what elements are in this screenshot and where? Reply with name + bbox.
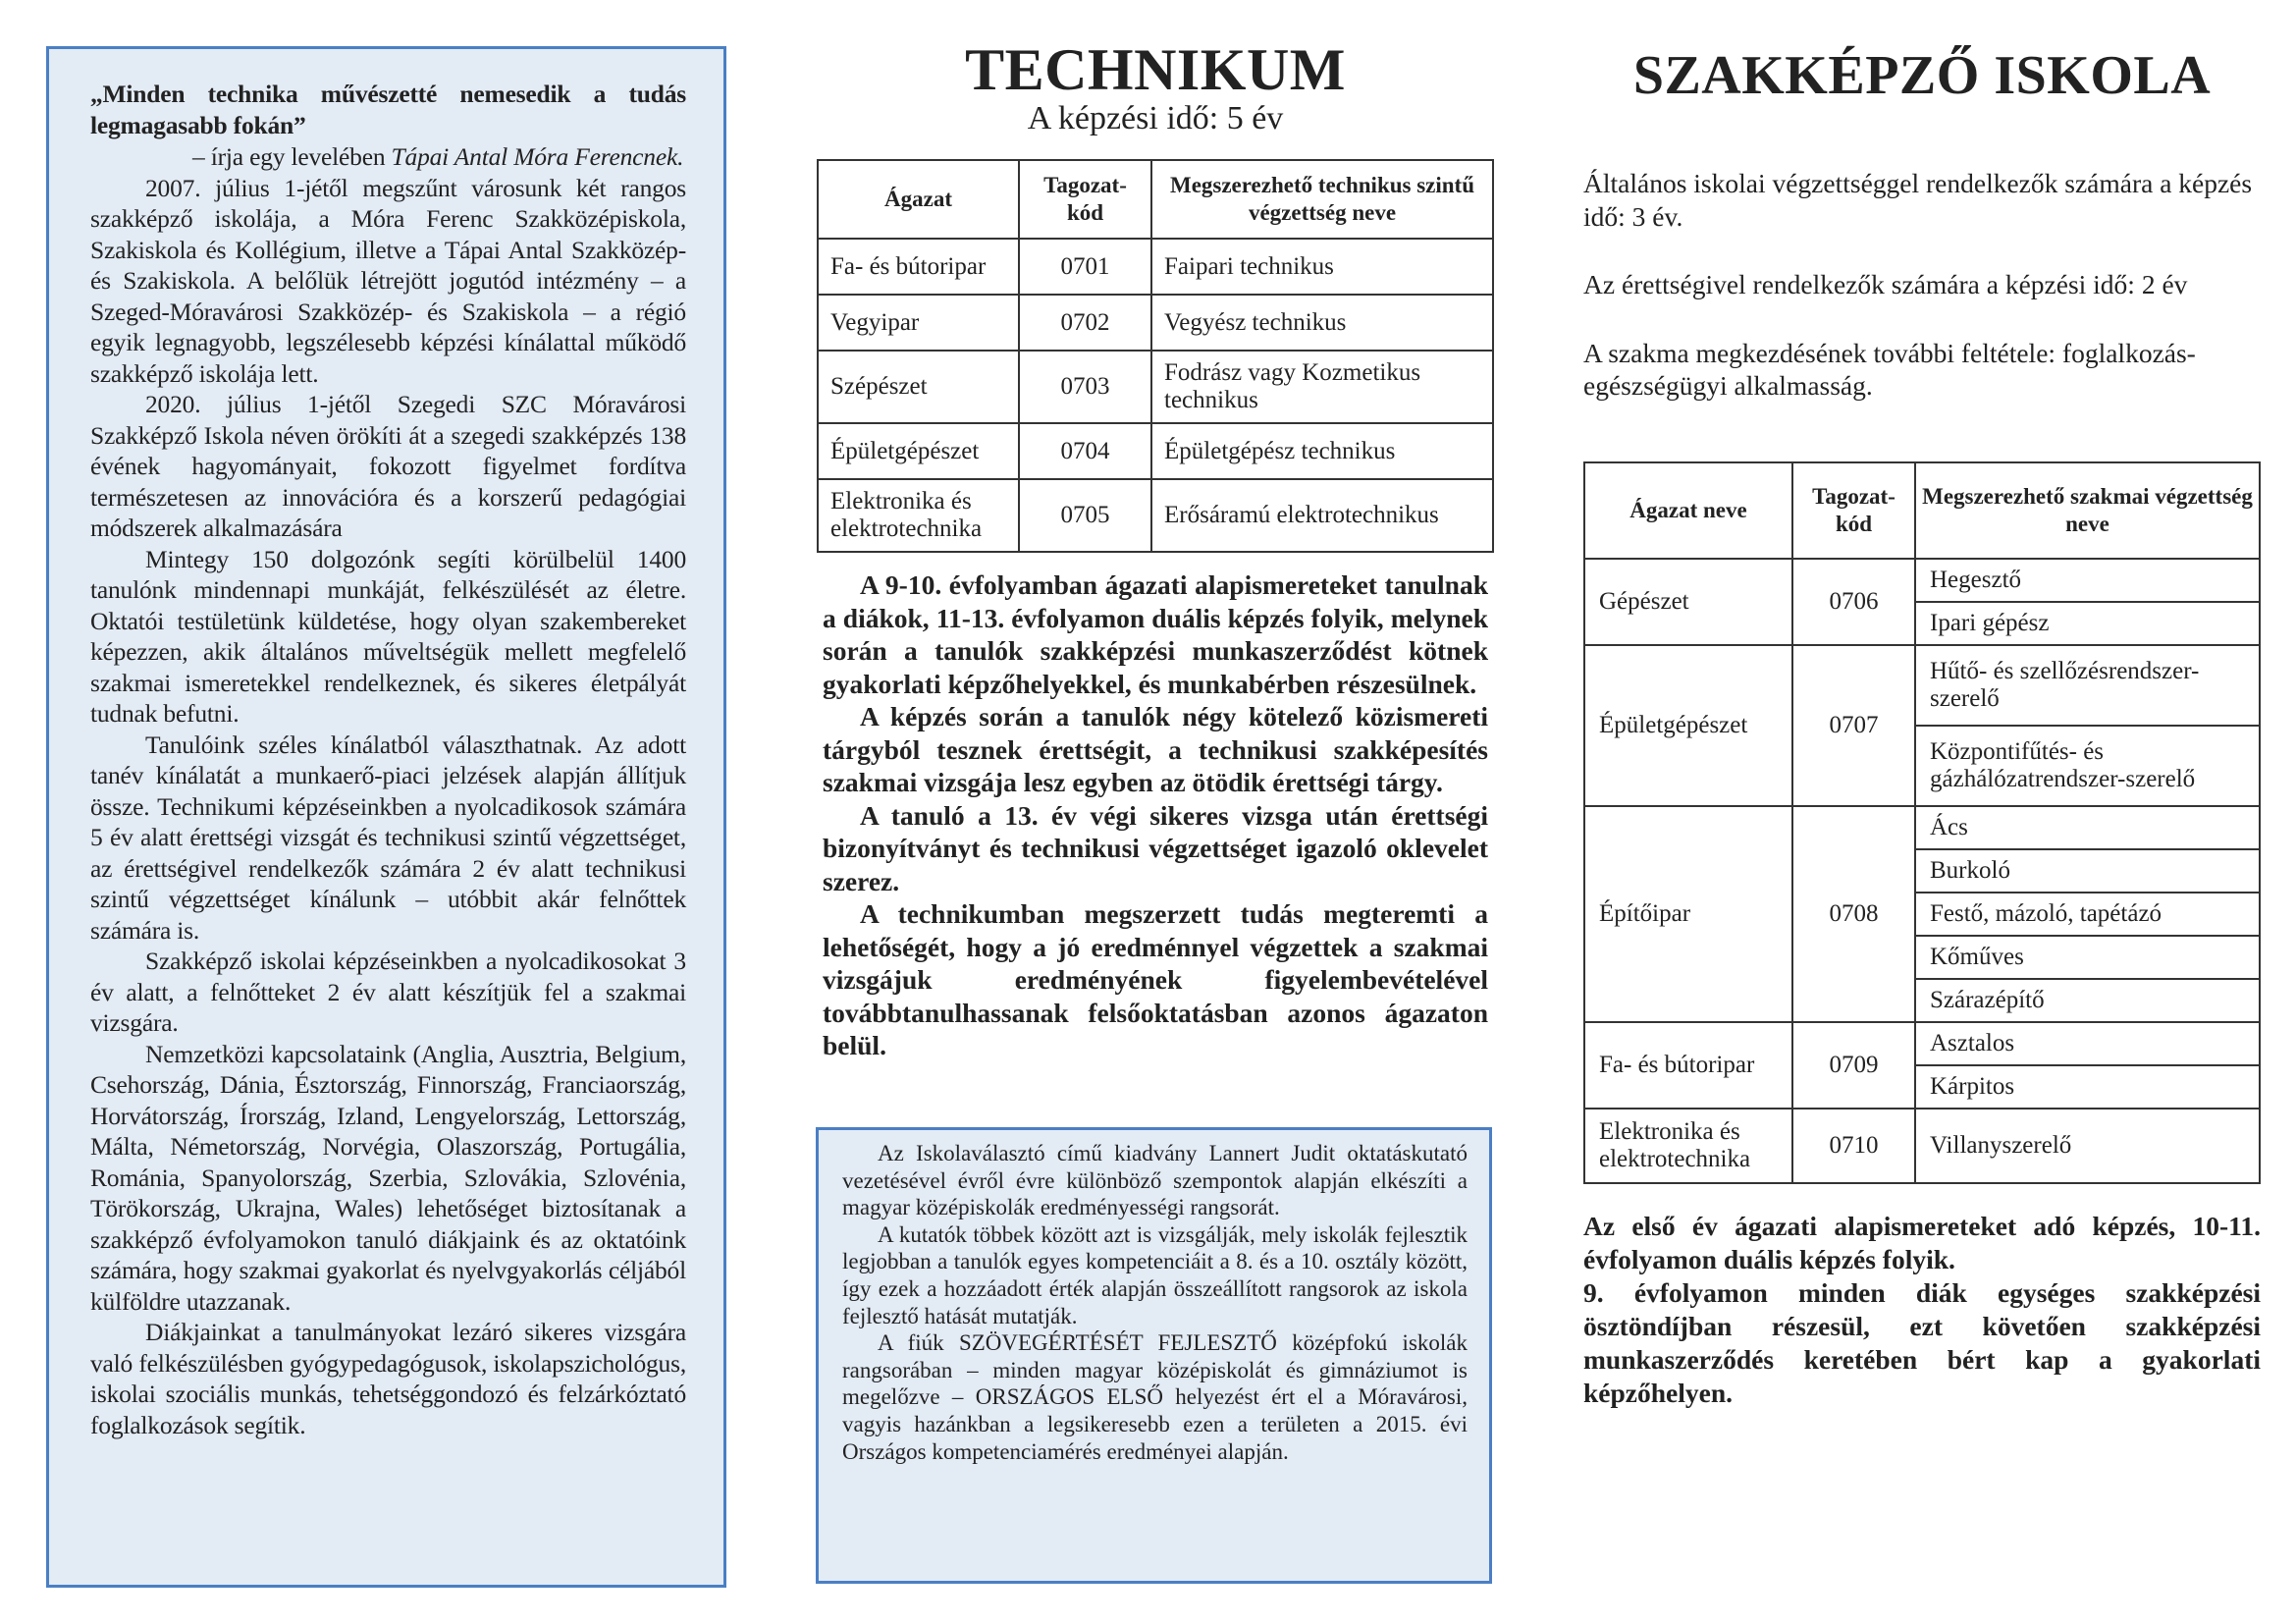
table-cell: 0710 xyxy=(1792,1109,1915,1183)
table-cell: Faipari technikus xyxy=(1151,239,1493,295)
technikum-section xyxy=(817,37,1494,1062)
table-header-row xyxy=(1584,462,2260,559)
motto-attribution: – írja egy levelében Tápai Antal Móra Ferencnek. xyxy=(192,142,684,171)
intro-line: Az érettségivel rendelkezők számára a képzési idő: 2 év xyxy=(1583,269,2188,299)
technikum-paragraph: A tanuló a 13. év végi sikeres vizsga után érettségi bizonyítványt és technikusi végzettséget igazoló oklevelet szerez. xyxy=(823,799,1488,896)
table-cell: Hűtő- és szellőzésrendszer-szerelő xyxy=(1915,645,2260,726)
table-cell: Elektronika és elektrotechnika xyxy=(818,479,1019,552)
table-cell: Kárpitos xyxy=(1915,1065,2260,1109)
ranking-paragraph: Az Iskolaválasztó című kiadvány Lannert Judit oktatáskutató vezetésével évről évre különböző szempontok alapján elkészíti a magyar középiskolák eredményességi rangsorát. xyxy=(842,1141,1468,1220)
szakkepzo-table xyxy=(1583,461,2261,1184)
table-cell: 0708 xyxy=(1792,806,1915,1022)
history-paragraph: 2020. július 1-jétől Szegedi SZC Móravárosi Szakképző Iskola néven örökíti át a szegedi szakképzés 138 évének hagyományait, fokozott figyelmet fordítva természetesen az innovációra és a korszerű pedagógiai módszerek alkalmazására xyxy=(90,390,686,542)
table-cell: Hegesztő xyxy=(1915,559,2260,602)
table-cell: Fa- és bútoripar xyxy=(818,239,1019,295)
column-header: Ágazat xyxy=(818,160,1019,239)
staff-paragraph: Mintegy 150 dolgozónk segíti körülbelül 1400 tanulónk mindennapi munkáját, felkészülését az életre. Oktatói testületünk küldetése, hogy olyan szakembereket képezzen, akik általános műveltségük mellett megfelelő szakmai ismeretekkel rendelkeznek, és sikeres életpályát tudnak befutni. xyxy=(90,544,686,728)
technikum-description xyxy=(817,568,1494,1062)
table-row xyxy=(1584,645,2260,726)
table-cell: Gépészet xyxy=(1584,559,1792,645)
table-cell: Épületgépészet xyxy=(1584,645,1792,806)
column-header: Megszerezhető technikus szintű végzettség neve xyxy=(1151,160,1493,239)
technikum-duration: A képzési idő: 5 év xyxy=(1027,100,1284,136)
table-cell: Ipari gépész xyxy=(1915,602,2260,645)
column-header: Tagozat-kód xyxy=(1019,160,1151,239)
table-row xyxy=(1584,1109,2260,1183)
table-cell: 0703 xyxy=(1019,351,1151,423)
column-header: Ágazat neve xyxy=(1584,462,1792,559)
szakkepzo-title: SZAKKÉPZŐ ISKOLA xyxy=(1632,45,2212,106)
table-cell: Fa- és bútoripar xyxy=(1584,1022,1792,1109)
table-cell: Építőipar xyxy=(1584,806,1792,1022)
table-cell: Burkoló xyxy=(1915,849,2260,893)
ranking-paragraph: A fiúk SZÖVEGÉRTÉSÉT FEJLESZTŐ középfokú iskolák rangsorában – minden magyar középiskolát és gimnáziumot is megelőzve – ORSZÁGOS ELSŐ helyezést ért el a Móravárosi, vagyis hazánkban a legsikeresebb ezen a területen a 2015. évi Országos kompetenciamérés eredményei alapján. xyxy=(842,1330,1468,1464)
table-row xyxy=(818,295,1493,351)
table-cell: Elektronika és elektrotechnika xyxy=(1584,1109,1792,1183)
vocational-paragraph: Szakképző iskolai képzéseinkben a nyolcadikosokat 3 év alatt, a felnőtteket 2 év alatt készítjük fel a szakmai vizsgára. xyxy=(90,947,686,1037)
table-cell: Szépészet xyxy=(818,351,1019,423)
international-paragraph: Nemzetközi kapcsolataink (Anglia, Ausztria, Belgium, Csehország, Dánia, Észtország, Finnország, Franciaország, Horvátország, Írország, Izland, Lengyelország, Lettország, Málta, Németország, Norvégia, Olaszország, Portugália, Románia, Spanyolország, Szerbia, Szlovákia, Szlovénia, Törökország, Ukrajna, Wales) lehetőséget biztosítanak a szakképző évfolyamokon tanuló diákjaink és az oktatóink számára, hogy szakmai gyakorlat és nyelvgyakorlás céljából külföldre utazzanak. xyxy=(90,1039,686,1316)
table-cell: Ács xyxy=(1915,806,2260,849)
offer-paragraph: Tanulóink széles kínálatból választhatnak. Az adott tanév kínálatát a munkaerő-piaci jelzések alapján állítjuk össze. Technikumi képzéseinkben a nyolcadikosok számára 5 év alatt érettségi vizsgát és technikusi szintű végzettséget, az érettségivel rendelkezők számára 2 év alatt technikusi szintű végzettséget kínálunk – utóbbit akár felnőttek számára is. xyxy=(90,730,686,945)
outro-paragraph: 9. évfolyamon minden diák egységes szakképzési ösztöndíjban részesül, ezt követően szakképzési munkaszerződés keretében bért kap a gyakorlati képzőhelyen. xyxy=(1583,1276,2261,1408)
table-row xyxy=(1584,559,2260,602)
table-cell: Szárazépítő xyxy=(1915,979,2260,1022)
technikum-paragraph: A technikumban megszerzett tudás megteremti a lehetőségét, hogy a jó eredménnyel végzettek a szakmai vizsgájuk eredményének figyelembevételével továbbtanulhassanak felsőoktatásban azonos ágazaton belül. xyxy=(823,898,1488,1060)
szakkepzo-intro xyxy=(1583,167,2261,403)
table-row xyxy=(818,351,1493,423)
motto-quote: „Minden technika művészetté nemesedik a tudás legmagasabb fokán” xyxy=(90,80,686,139)
technikum-paragraph: A képzés során a tanulók négy kötelező közismereti tárgyból tesznek érettségit, a technikusi szakképesítés szakmai vizsgája lesz egyben az ötödik érettségi tárgy. xyxy=(823,701,1488,797)
history-paragraph: 2007. július 1-jétől megszűnt városunk két rangos szakképző iskolája, a Móra Ferenc Szakközépiskola, Szakiskola és Kollégium, illetve a Tápai Antal Szakközép- és Szakiskola. A belőlük létrejött jogutód intézmény – a Szeged-Móravárosi Szakközép- és Szakiskola – a régió egyik legnagyobb, legszélesebb képzési kínálattal működő szakképző iskolája lett. xyxy=(90,173,686,388)
intro-line: A szakma megkezdésének további feltétele: foglalkozás-egészségügyi alkalmasság. xyxy=(1583,337,2196,401)
column-header: Tagozat-kód xyxy=(1792,462,1915,559)
table-cell: Vegyipar xyxy=(818,295,1019,351)
table-cell: Asztalos xyxy=(1915,1022,2260,1065)
table-cell: 0702 xyxy=(1019,295,1151,351)
ranking-paragraph: A kutatók többek között azt is vizsgálják, mely iskolák fejlesztik legjobban a tanulók egyes kompetenciáit a 8. és a 10. osztály között, így ezek a hozzáadott érték alapján összeállított rangsorok az iskola fejlesztő hatását mutatják. xyxy=(842,1221,1468,1328)
table-cell: 0706 xyxy=(1792,559,1915,645)
table-row xyxy=(1584,1022,2260,1065)
table-cell: 0701 xyxy=(1019,239,1151,295)
outro-paragraph: Az első év ágazati alapismereteket adó képzés, 10-11. évfolyamon duális képzés folyik. xyxy=(1583,1210,2261,1274)
ranking-info-box xyxy=(816,1127,1492,1584)
table-cell: 0704 xyxy=(1019,423,1151,479)
intro-line: Általános iskolai végzettséggel rendelkezők számára a képzés idő: 3 év. xyxy=(1583,168,2253,232)
table-cell: Vegyész technikus xyxy=(1151,295,1493,351)
technikum-title: TECHNIKUM xyxy=(965,37,1346,102)
szakkepzo-section xyxy=(1583,43,2261,1410)
table-cell: 0707 xyxy=(1792,645,1915,806)
table-row xyxy=(818,479,1493,552)
table-header-row xyxy=(818,160,1493,239)
table-cell: Kőműves xyxy=(1915,936,2260,979)
table-cell: 0709 xyxy=(1792,1022,1915,1109)
table-cell: Fodrász vagy Kozmetikus technikus xyxy=(1151,351,1493,423)
technikum-table xyxy=(817,159,1494,553)
table-cell: 0705 xyxy=(1019,479,1151,552)
table-cell: Épületgépész technikus xyxy=(1151,423,1493,479)
support-paragraph: Diákjainkat a tanulmányokat lezáró sikeres vizsgára való felkészülésben gyógypedagógusok, iskolapszichológus, iskolai szociális munkás, tehetséggondozó és felzárkóztató foglalkozások segítik. xyxy=(90,1318,686,1439)
table-cell: Központifűtés- és gázhálózatrendszer-szerelő xyxy=(1915,726,2260,806)
szakkepzo-outro xyxy=(1583,1210,2261,1410)
school-history-box xyxy=(46,46,726,1588)
table-row xyxy=(818,239,1493,295)
table-cell: Épületgépészet xyxy=(818,423,1019,479)
table-cell: Festő, mázoló, tapétázó xyxy=(1915,893,2260,936)
table-row xyxy=(1584,806,2260,849)
table-cell: Erősáramú elektrotechnikus xyxy=(1151,479,1493,552)
table-row xyxy=(818,423,1493,479)
column-header: Megszerezhető szakmai végzettség neve xyxy=(1915,462,2260,559)
technikum-paragraph: A 9-10. évfolyamban ágazati alapismereteket tanulnak a diákok, 11-13. évfolyamon duális képzés folyik, melynek során a tanulók szakképzési munkaszerződést kötnek gyakorlati képzőhelyekkel, és munkabérben részesülnek. xyxy=(823,569,1488,699)
table-cell: Villanyszerelő xyxy=(1915,1109,2260,1183)
